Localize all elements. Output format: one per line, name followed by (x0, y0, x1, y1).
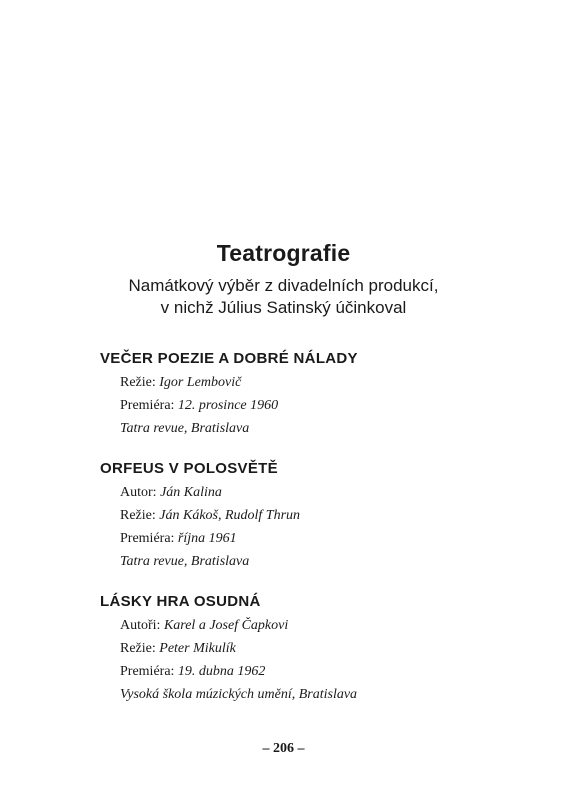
credit-author (100, 481, 520, 504)
page-title: Teatrografie (216, 240, 351, 266)
credit-director (100, 371, 520, 394)
credit-label: Autoři: (120, 618, 164, 633)
credit-director (100, 504, 520, 527)
credit-value: Peter Mikulík (159, 641, 236, 656)
production-venue: Vysoká škola múzických umění, Bratislava (120, 687, 358, 702)
credit-value: 12. prosince 1960 (177, 398, 279, 413)
credit-premiere (100, 660, 520, 683)
production-title: VEČER POEZIE A DOBRÉ NÁLADY (100, 350, 358, 367)
credit-value: Ján Kalina (160, 485, 222, 500)
page-number: – 206 – (262, 741, 305, 756)
credit-label: Autor: (120, 485, 161, 500)
production-venue: Tatra revue, Bratislava (120, 554, 250, 569)
production-entry (100, 347, 520, 440)
credit-value: Karel a Josef Čapkovi (163, 618, 289, 633)
credit-value: Igor Lembovič (159, 375, 242, 390)
credit-label: Režie: (120, 641, 160, 656)
credit-label: Režie: (120, 508, 160, 523)
credit-label: Režie: (120, 375, 160, 390)
subtitle-line-1: Namátkový výběr z divadelních produkcí, (128, 276, 439, 295)
production-venue: Tatra revue, Bratislava (120, 421, 250, 436)
subtitle-line-2: v nichž Július Satinský účinkoval (160, 298, 407, 317)
production-entry (100, 457, 520, 573)
credit-label: Premiéra: (120, 531, 178, 546)
production-entry (100, 590, 520, 706)
credit-authors (100, 614, 520, 637)
production-title: LÁSKY HRA OSUDNÁ (100, 593, 261, 610)
credit-label: Premiéra: (120, 398, 178, 413)
credit-premiere (100, 394, 520, 417)
credit-value: 19. dubna 1962 (177, 664, 266, 679)
credit-value: Ján Kákoš, Rudolf Thrun (159, 508, 301, 523)
credit-premiere (100, 527, 520, 550)
credit-label: Premiéra: (120, 664, 178, 679)
credit-director (100, 637, 520, 660)
credit-value: října 1961 (177, 531, 237, 546)
production-title: ORFEUS V POLOSVĚTĚ (100, 460, 278, 477)
